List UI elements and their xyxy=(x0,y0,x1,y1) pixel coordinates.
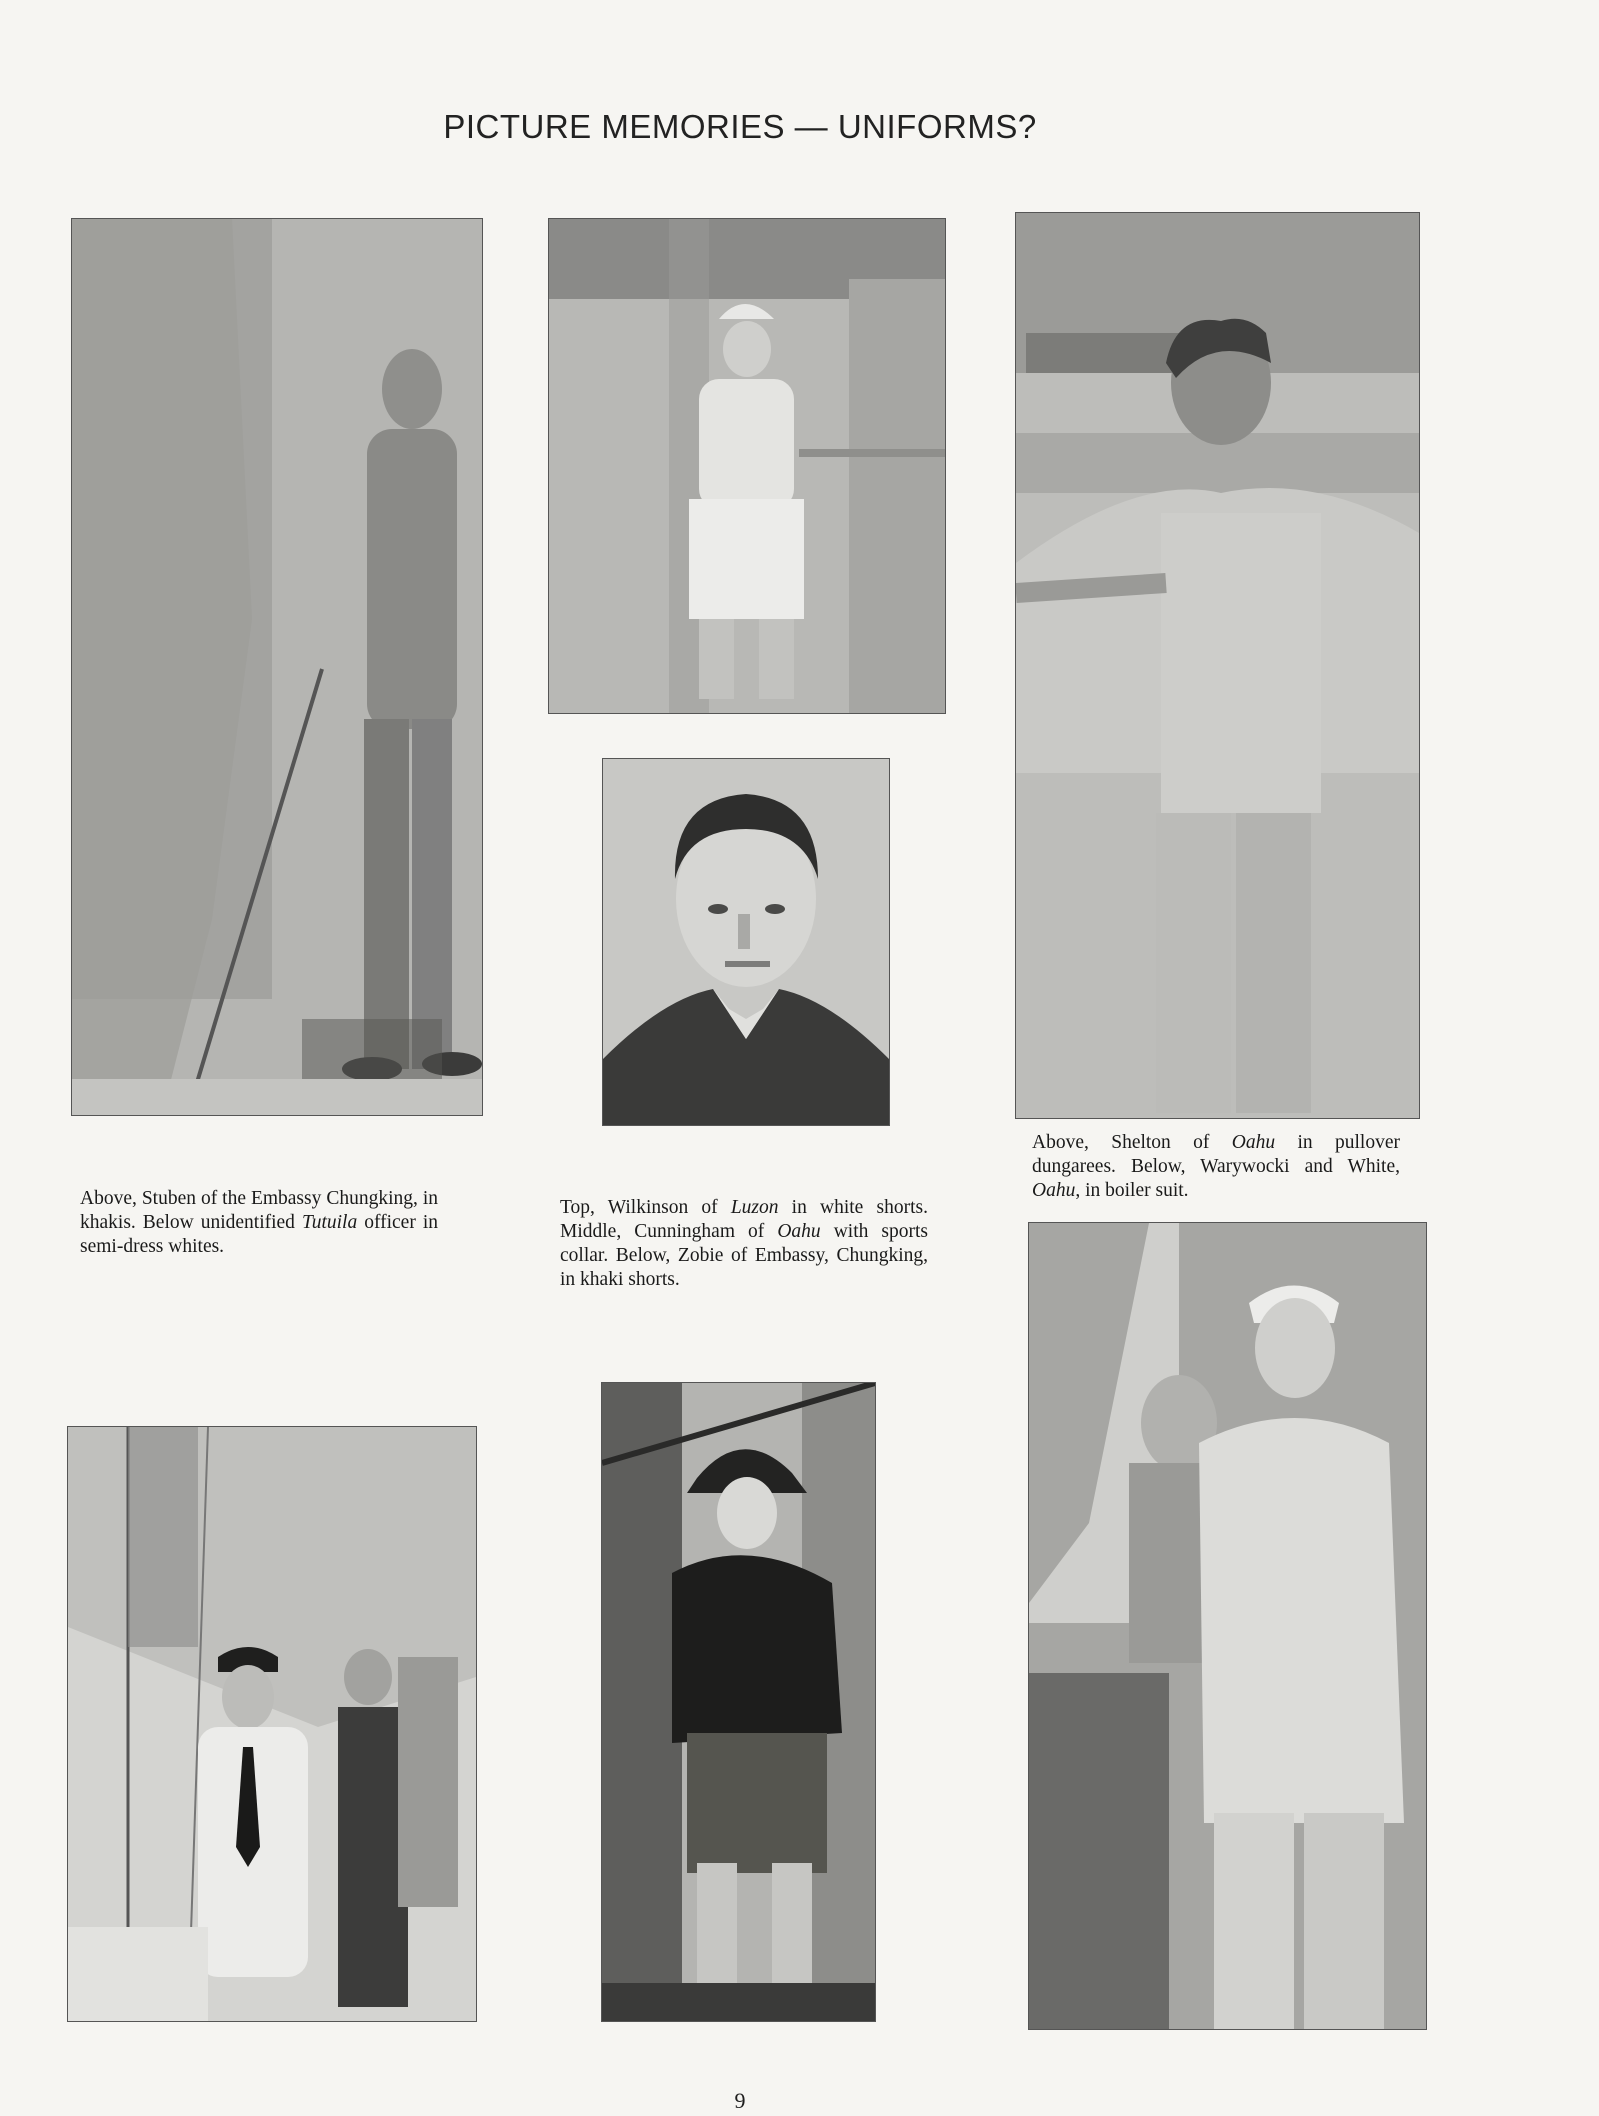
caption-left xyxy=(80,1187,438,1259)
page-number: 9 xyxy=(734,2088,746,2113)
caption-left-text-2: officer in semi-dress whites. xyxy=(80,1212,438,1257)
photo-shelton-dungarees xyxy=(1015,212,1420,1119)
caption-left-ship-name: Tutuila xyxy=(301,1212,358,1233)
caption-middle-text-1: Top, Wilkinson of xyxy=(560,1197,731,1218)
caption-right xyxy=(1032,1131,1400,1203)
photo-cunningham-sports-collar xyxy=(602,758,890,1126)
caption-right-text-3: , in boiler suit. xyxy=(1075,1180,1189,1201)
photo-wilkinson-white-shorts xyxy=(548,218,946,714)
page-title: PICTURE MEMORIES — UNIFORMS? xyxy=(443,108,1037,145)
photo-tutuila-officer-whites xyxy=(67,1426,477,2022)
caption-middle-text-2: in white shorts. Middle, Cunningham of xyxy=(560,1197,928,1242)
caption-right-text-1: Above, Shelton of xyxy=(1032,1132,1232,1153)
photo-warywocki-white-boiler-suit xyxy=(1028,1222,1427,2030)
caption-right-ship-oahu-1: Oahu xyxy=(1231,1132,1276,1153)
caption-middle-ship-luzon: Luzon xyxy=(730,1197,779,1218)
caption-left-text-1: Above, Stuben of the Embassy Chungking, in khakis. Below unidentified xyxy=(80,1188,438,1233)
caption-right-ship-oahu-2: Oahu xyxy=(1032,1180,1076,1201)
photo-zobie-khaki-shorts xyxy=(601,1382,876,2022)
caption-right-text-2: in pullover dungarees. Below, Warywocki and White, xyxy=(1032,1132,1400,1177)
caption-middle-text-3: with sports collar. Below, Zobie of Embassy, Chungking, in khaki shorts. xyxy=(560,1221,928,1290)
caption-middle-ship-oahu: Oahu xyxy=(777,1221,821,1242)
caption-middle xyxy=(560,1196,928,1292)
photo-stuben-khakis xyxy=(71,218,483,1116)
